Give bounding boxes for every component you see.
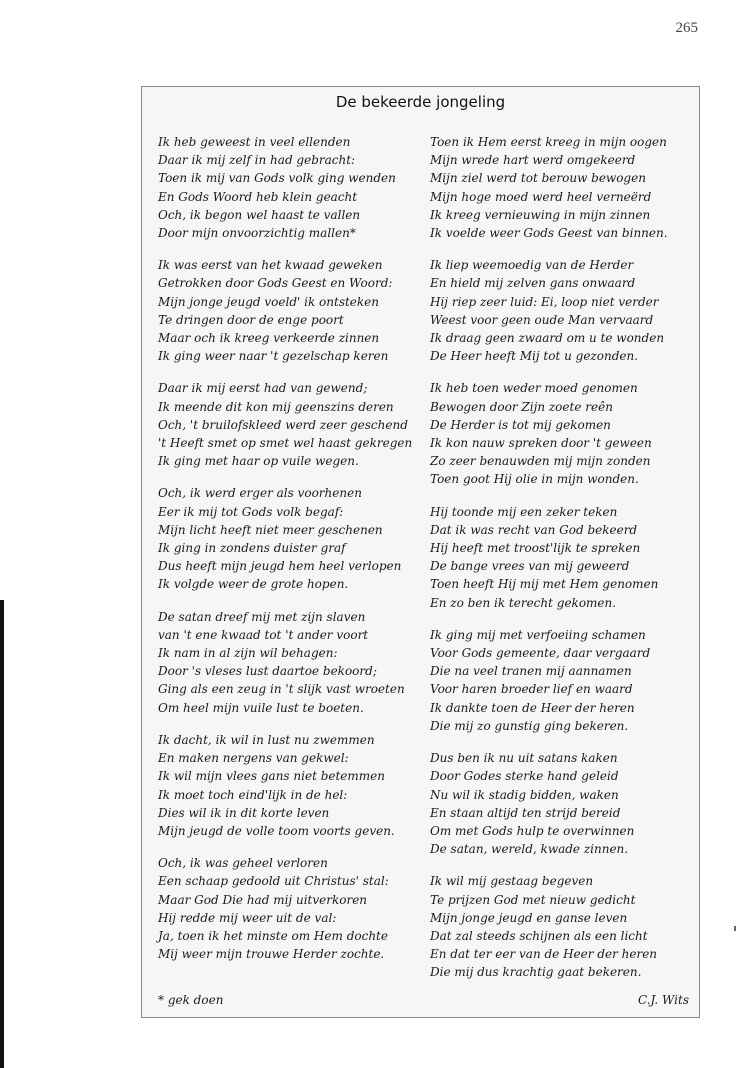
poem-line: Ik kon nauw spreken door 't geween bbox=[430, 436, 652, 451]
poem-line: Te prijzen God met nieuw gedicht bbox=[430, 892, 636, 907]
poem-line: Toen ik mij van Gods volk ging wenden bbox=[158, 171, 396, 186]
poem-line: De Herder is tot mij gekomen bbox=[430, 417, 611, 432]
poem-line: Weest voor geen oude Man vervaard bbox=[430, 312, 654, 327]
poem-line: Hij riep zeer luid: Ei, loop niet verder bbox=[430, 294, 659, 309]
poem-line: Daar ik mij zelf in had gebracht: bbox=[158, 153, 356, 168]
poem-line: Om heel mijn vuile lust te boeten. bbox=[158, 700, 364, 715]
poem-line: Mijn jeugd de volle toom voorts geven. bbox=[158, 823, 395, 838]
poem-line: Voor haren broeder lief en waard bbox=[430, 682, 633, 697]
poem-line: Toen ik Hem eerst kreeg in mijn oogen bbox=[430, 135, 667, 149]
poem-line: Ik wil mij gestaag begeven bbox=[430, 874, 594, 889]
poem-line: Och, 't bruilofskleed werd zeer geschend bbox=[158, 417, 408, 432]
poem-line: Ik ging weer naar 't gezelschap keren bbox=[158, 349, 389, 364]
poem-line: Die mij dus krachtig gaat bekeren. bbox=[430, 965, 642, 980]
poem-line: Nu wil ik stadig bidden, waken bbox=[430, 787, 619, 802]
poem-line: Ik moet toch eind'lijk in de hel: bbox=[158, 787, 348, 802]
poem-line: Hij heeft met troost'lijk te spreken bbox=[430, 541, 641, 556]
poem-line: Maar och ik kreeg verkeerde zinnen bbox=[158, 331, 380, 346]
poem-line: Hij redde mij weer uit de val: bbox=[158, 910, 337, 925]
poem-line: Ik draag geen zwaard om u te wonden bbox=[430, 331, 665, 346]
poem-line: Mijn jonge jeugd en ganse leven bbox=[430, 910, 628, 925]
stanza bbox=[158, 379, 418, 470]
poem-line: Mij weer mijn trouwe Herder zochte. bbox=[158, 947, 385, 962]
poem-line: Getrokken door Gods Geest en Woord: bbox=[158, 276, 393, 291]
poem-line: Te dringen door de enge poort bbox=[158, 312, 344, 327]
stanza bbox=[158, 608, 418, 717]
poem-line: En maken nergens van gekwel: bbox=[158, 751, 349, 766]
stanza bbox=[430, 872, 690, 981]
poem-line: En staan altijd ten strijd bereid bbox=[430, 805, 621, 820]
edge-mark bbox=[734, 926, 736, 931]
poem-line: Ik dankte toen de Heer der heren bbox=[430, 700, 635, 715]
poem-line: Ja, toen ik het minste om Hem dochte bbox=[158, 928, 388, 943]
poem-line: Ik kreeg vernieuwing in mijn zinnen bbox=[430, 207, 651, 222]
poem-line: Ik nam in al zijn wil behagen: bbox=[158, 646, 338, 661]
poem-line: Een schaap gedoold uit Christus' stal: bbox=[158, 874, 389, 889]
footnote: * gek doen bbox=[158, 993, 224, 1007]
poem-line: Om met Gods hulp te overwinnen bbox=[430, 823, 635, 838]
poem-line: van 't ene kwaad tot 't ander voort bbox=[158, 627, 369, 642]
poem-line: Zo zeer benauwden mij mijn zonden bbox=[430, 454, 651, 469]
stanza bbox=[430, 626, 690, 735]
stanza bbox=[430, 749, 690, 858]
poem-line: Och, ik werd erger als voorhenen bbox=[158, 486, 362, 501]
stanza bbox=[158, 731, 418, 840]
poem-line: De satan dreef mij met zijn slaven bbox=[158, 609, 366, 624]
poem-line: Door mijn onvoorzichtig mallen* bbox=[158, 226, 356, 241]
poem-line: Eer ik mij tot Gods volk begaf: bbox=[158, 504, 344, 519]
poem-line: Voor Gods gemeente, daar vergaard bbox=[430, 646, 651, 661]
poem-box bbox=[141, 86, 700, 1018]
stanza bbox=[158, 256, 418, 365]
poem-line: Bewogen door Zijn zoete reên bbox=[430, 399, 613, 414]
poem-line: Mijn jonge jeugd voeld' ik ontsteken bbox=[158, 294, 380, 309]
page-number: 265 bbox=[675, 20, 698, 36]
poem-line: En zo ben ik terecht gekomen. bbox=[430, 595, 617, 610]
poem-line: En Gods Woord heb klein geacht bbox=[158, 189, 358, 204]
poem-title: De bekeerde jongeling bbox=[335, 93, 506, 111]
poem-line: Ik was eerst van het kwaad geweken bbox=[158, 258, 383, 273]
poem-line: En hield mij zelven gans onwaard bbox=[430, 276, 636, 291]
poem-line: Daar ik mij eerst had van gewend; bbox=[158, 381, 368, 396]
author-signature: C.J. Wits bbox=[637, 993, 689, 1007]
poem-line: Ik dacht, ik wil in lust nu zwemmen bbox=[158, 732, 375, 747]
poem-line: De Heer heeft Mij tot u gezonden. bbox=[430, 349, 639, 364]
poem-line: Die mij zo gunstig ging bekeren. bbox=[430, 718, 629, 733]
poem-line: Ging als een zeug in 't slijk vast wroeten bbox=[158, 682, 405, 697]
poem-line: Ik liep weemoedig van de Herder bbox=[430, 258, 634, 273]
stanza bbox=[430, 133, 690, 242]
poem-line: Ik meende dit kon mij geenszins deren bbox=[158, 399, 394, 414]
stanza bbox=[430, 503, 690, 612]
poem-line: Ik heb geweest in veel ellenden bbox=[158, 135, 351, 149]
poem-line: Dies wil ik in dit korte leven bbox=[158, 805, 330, 820]
poem-line: Dat zal steeds schijnen als een licht bbox=[430, 928, 648, 943]
poem-left-column bbox=[158, 133, 418, 977]
poem-line: De satan, wereld, kwade zinnen. bbox=[430, 842, 629, 857]
poem-line: Dus heeft mijn jeugd hem heel verlopen bbox=[158, 559, 402, 574]
poem-line: Toen heeft Hij mij met Hem genomen bbox=[430, 577, 659, 592]
poem-line: Dus ben ik nu uit satans kaken bbox=[430, 751, 618, 766]
poem-line: Och, ik begon wel haast te vallen bbox=[158, 207, 361, 222]
poem-line: Ik voelde weer Gods Geest van binnen. bbox=[430, 226, 668, 241]
poem-line: Mijn licht heeft niet meer geschenen bbox=[158, 522, 383, 537]
poem-line: Maar God Die had mij uitverkoren bbox=[158, 892, 368, 907]
poem-line: En dat ter eer van de Heer der heren bbox=[430, 947, 658, 962]
poem-line: Ik ging mij met verfoeiing schamen bbox=[430, 627, 646, 642]
poem-line: De bange vrees van mij geweerd bbox=[430, 559, 630, 574]
poem-line: Och, ik was geheel verloren bbox=[158, 856, 328, 871]
poem-line: Door Godes sterke hand geleid bbox=[430, 769, 619, 784]
stanza bbox=[158, 133, 418, 242]
poem-line: Die na veel tranen mij aannamen bbox=[430, 664, 632, 679]
poem-line: Ik ging met haar op vuile wegen. bbox=[158, 454, 359, 469]
stanza bbox=[158, 484, 418, 593]
poem-right-column bbox=[430, 133, 690, 996]
binding-edge bbox=[0, 600, 4, 1068]
poem-line: Mijn wrede hart werd omgekeerd bbox=[430, 153, 636, 168]
poem-line: Ik wil mijn vlees gans niet betemmen bbox=[158, 769, 385, 784]
stanza bbox=[430, 379, 690, 488]
poem-line: Mijn hoge moed werd heel verneërd bbox=[430, 189, 652, 204]
poem-line: Door 's vleses lust daartoe bekoord; bbox=[158, 664, 377, 679]
stanza bbox=[430, 256, 690, 365]
poem-line: 't Heeft smet op smet wel haast gekregen bbox=[158, 436, 413, 451]
poem-line: Hij toonde mij een zeker teken bbox=[430, 504, 618, 519]
poem-line: Ik heb toen weder moed genomen bbox=[430, 381, 638, 396]
poem-line: Mijn ziel werd tot berouw bewogen bbox=[430, 171, 646, 186]
poem-line: Dat ik was recht van God bekeerd bbox=[430, 522, 638, 537]
stanza bbox=[158, 854, 418, 963]
poem-line: Toen goot Hij olie in mijn wonden. bbox=[430, 472, 639, 487]
poem-line: Ik volgde weer de grote hopen. bbox=[158, 577, 349, 592]
poem-line: Ik ging in zondens duister graf bbox=[158, 541, 346, 556]
